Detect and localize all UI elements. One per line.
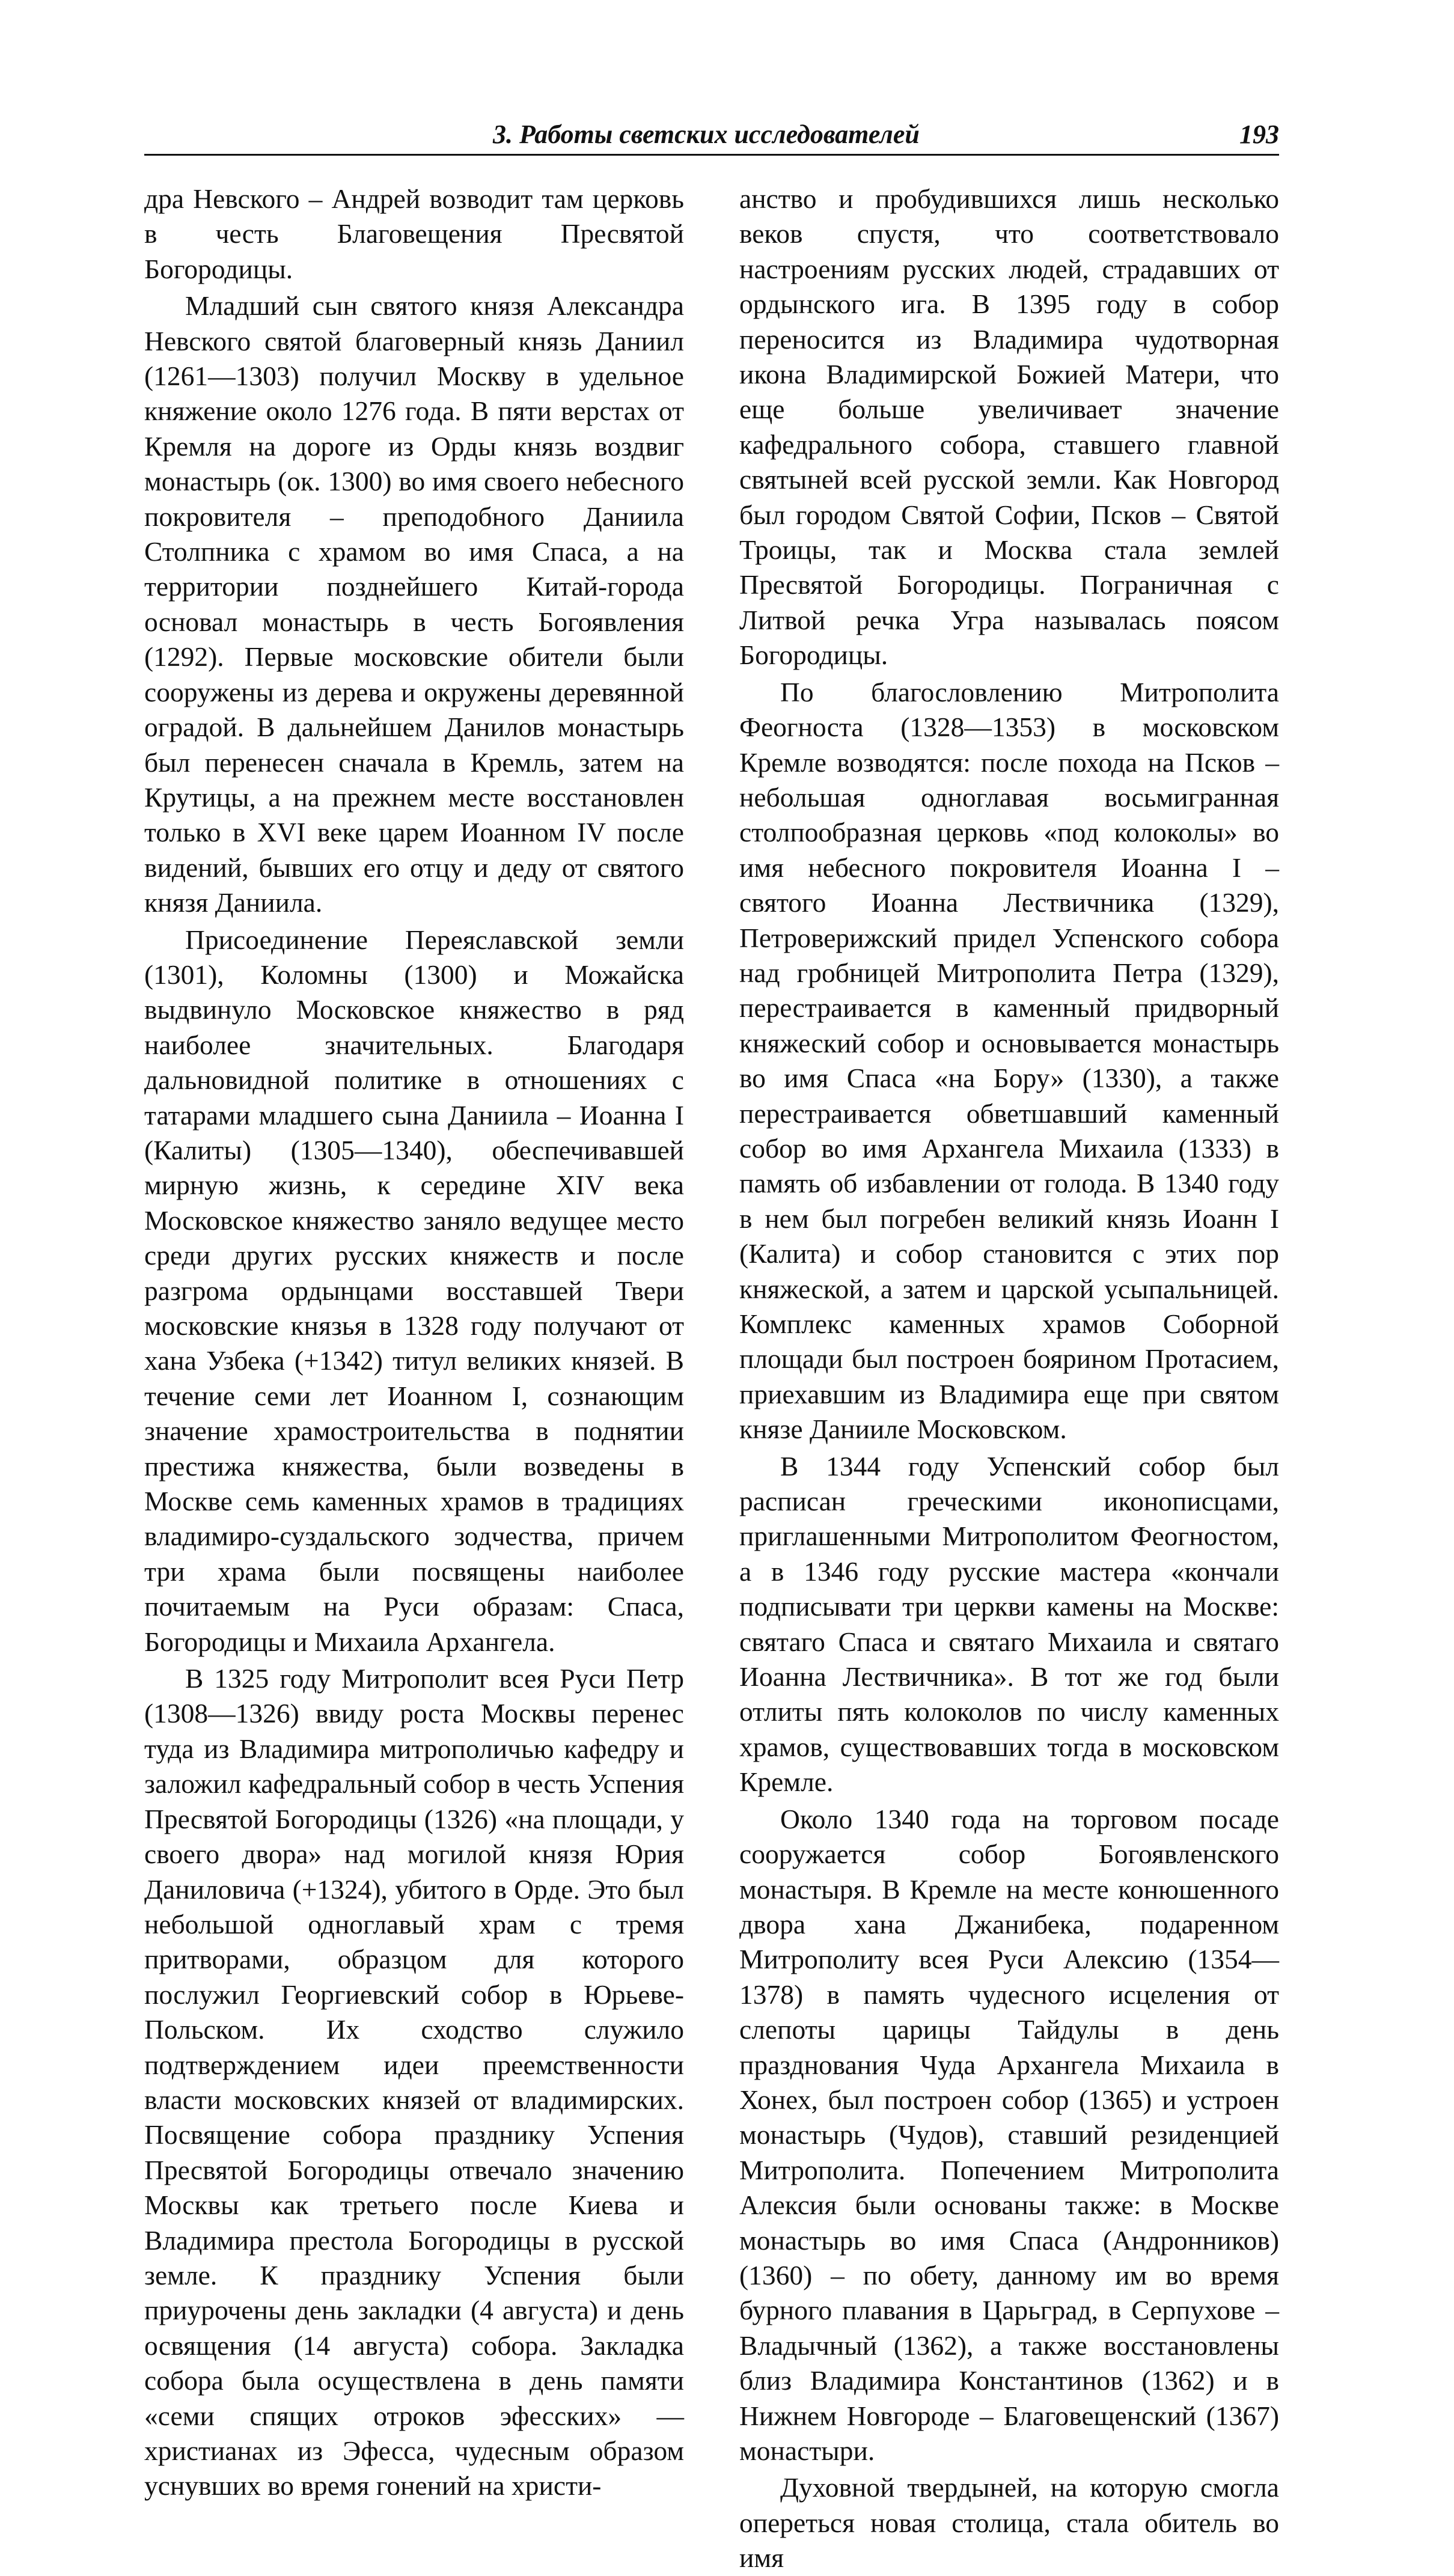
paragraph: Присоединение Переяславской земли (1301), Коломны (1300) и Можайска выдвинуло Московское княжество в ряд наиболее значительных. Благодаря дальновидной политике в отношениях с татарами младшего сына Даниила – Иоанна I (Калиты) (1305—1340), обеспечивавшей мирную жизнь, к середине XIV века Московское княжество заняло ведущее место среди других русских княжеств и после разгрома ордынцами восставшей Твери московские князья в 1328 году получают от хана Узбека (+1342) титул великих князей. В течение семи лет Иоанном I, сознающим значение храмостроительства в поднятии престижа княжества, были возведены в Москве семь каменных храмов в традициях владимиро-суздальского зодчества, причем три храма были посвящены наиболее почитаемым на Руси образам: Спаса, Богородицы и Михаила Архангела.	[144, 924, 684, 1657]
paragraph: Младший сын святого князя Александра Невского святой благоверный князь Даниил (1261—1303) получил Москву в удельное княжение около 1276 года. В пяти верстах от Кремля на дороге из Орды князь воздвиг монастырь (ок. 1300) во имя своего небесного покровителя – преподобного Даниила Столпника с храмом во имя Спаса, а на территории позднейшего Китай-города основал монастырь в честь Богоявления (1292). Первые московские обители были сооружены из дерева и окружены деревянной оградой. В дальнейшем Данилов монастырь был перенесен сначала в Кремль, затем на Крутицы, а на прежнем месте восстановлен только в XVI веке царем Иоанном IV после видений, бывших его отцу и деду от святого князя Даниила.	[144, 290, 684, 918]
chapter-title: 3. Работы светских исследователей	[493, 120, 920, 149]
right-column	[739, 182, 1279, 2576]
paragraph: Духовной твердыней, на которую смогла опереться новая столица, стала обитель во имя	[739, 2472, 1279, 2574]
paragraph: дра Невского – Андрей возводит там церковь в честь Благовещения Пресвятой Богородицы.	[144, 183, 684, 284]
paragraph: По благословлению Митрополита Феогноста (1328—1353) в московском Кремле возводятся: после похода на Псков – небольшая одноглавая восьмигранная столпообразная церковь «под колоколы» во имя небесного покровителя Иоанна I – святого Иоанна Лествичника (1329), Петроверижский придел Успенского собора над гробницей Митрополита Петра (1329), перестраивается в каменный придворный княжеский собор и основывается монастырь во имя Спаса «на Бору» (1330), а также перестраивается обветшавший каменный собор во имя Архангела Михаила (1333) в память об избавлении от голода. В 1340 году в нем был погребен великий князь Иоанн I (Калита) и собор становится с этих пор княжеской, а затем и царской усыпальницей. Комплекс каменных храмов Соборной площади был построен боярином Протасием, приехавшим из Владимира еще при святом князе Данииле Московском.	[739, 676, 1279, 1445]
paragraph: Около 1340 года на торговом посаде сооружается собор Богоявленского монастыря. В Кремле на месте конюшенного двора хана Джанибека, подаренном Митрополиту всея Руси Алексию (1354—1378) в память чудесного исцеления от слепоты царицы Тайдулы в день празднования Чуда Архангела Михаила в Хонех, был построен собор (1365) и устроен монастырь (Чудов), ставший резиденцией Митрополита. Попечением Митрополита Алексия были основаны также: в Москве монастырь во имя Спаса (Андронников) (1360) – по обету, данному им во время бурного плавания в Царьград, в Серпухове – Владычный (1362), а также восстановлены близ Владимира Константинов (1362) и в Нижнем Новгороде – Благовещенский (1367) монастыри.	[739, 1803, 1279, 2466]
paragraph: В 1344 году Успенский собор был расписан греческими иконописцами, приглашенными Митрополитом Феогностом, а в 1346 году русские мастера «кончали подписывати три церкви камены на Москве: святаго Спаса и святаго Михаила и святаго Иоанна Лествичника». В тот же год были отлиты пять колоколов по числу каменных храмов, существовавших тогда в московском Кремле.	[739, 1450, 1279, 1798]
paragraph: В 1325 году Митрополит всея Руси Петр (1308—1326) ввиду роста Москвы перенес туда из Владимира митрополичью кафедру и заложил кафедральный собор в честь Успения Пресвятой Богородицы (1326) «на площади, у своего двора» над могилой князя Юрия Даниловича (+1324), убитого в Орде. Это был небольшой одноглавый храм с тремя притворами, образцом для которого послужил Георгиевский собор в Юрьеве-Польском. Их сходство служило подтверждением идеи преемственности власти московских князей от владимирских. Посвящение собора празднику Успения Пресвятой Богородицы отвечало значению Москвы как третьего после Киева и Владимира престола Богородицы в русской земле. К празднику Успения были приурочены день закладки (4 августа) и день освящения (14 августа) собора. Закладка собора была осуществлена в день памяти «семи спящих отроков эфесских» — христианах из Эфесса, чудесным образом уснувших во время гонений на христи-	[144, 1663, 684, 2501]
header-rule	[144, 154, 1279, 156]
running-head	[144, 118, 1279, 154]
paragraph: анство и пробудившихся лишь несколько веков спустя, что соответствовало настроениям русских людей, страдавших от ордынского ига. В 1395 году в собор переносится из Владимира чудотворная икона Владимирской Божией Матери, что еще больше увеличивает значение кафедрального собора, ставшего главной святыней всей русской земли. Как Новгород был городом Святой Софии, Псков – Святой Троицы, так и Москва стала землей Пресвятой Богородицы. Пограничная с Литвой речка Угра называлась поясом Богородицы.	[739, 183, 1279, 671]
left-column	[144, 182, 684, 2504]
page-number: 193	[1239, 120, 1279, 149]
